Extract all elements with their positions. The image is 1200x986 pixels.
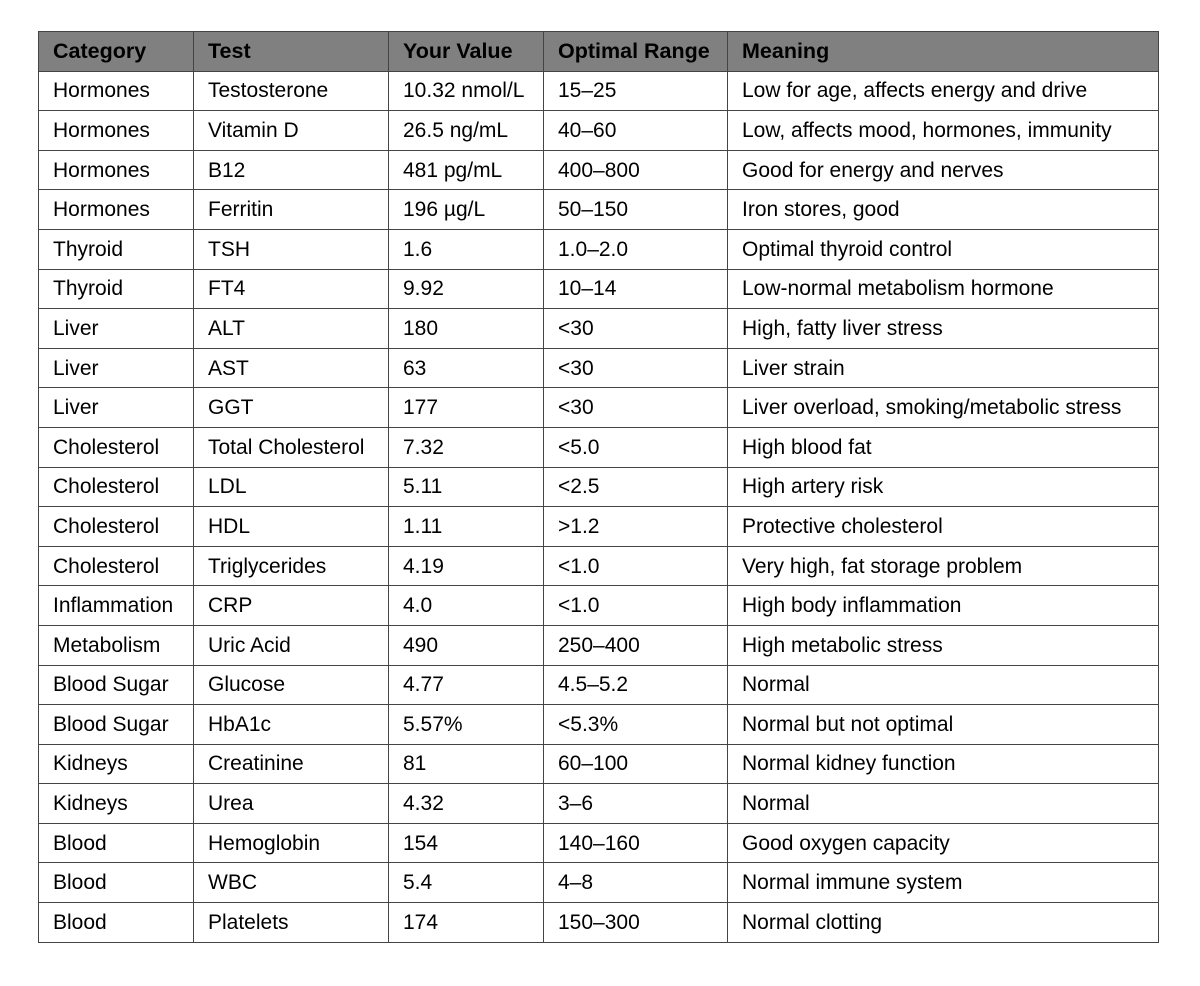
cell-meaning: Very high, fat storage problem [728, 546, 1159, 586]
cell-category: Metabolism [39, 625, 194, 665]
cell-your-value: 5.4 [389, 863, 544, 903]
cell-optimal-range: 60–100 [544, 744, 728, 784]
table-row [39, 744, 1159, 784]
cell-meaning: High metabolic stress [728, 625, 1159, 665]
table-row [39, 903, 1159, 943]
cell-category: Hormones [39, 71, 194, 111]
table-row [39, 467, 1159, 507]
cell-your-value: 26.5 ng/mL [389, 111, 544, 151]
header-optimal-range: Optimal Range [544, 32, 728, 72]
cell-your-value: 5.57% [389, 705, 544, 745]
table-row [39, 309, 1159, 349]
cell-test: FT4 [194, 269, 389, 309]
cell-category: Cholesterol [39, 546, 194, 586]
cell-category: Blood Sugar [39, 705, 194, 745]
cell-test: CRP [194, 586, 389, 626]
cell-your-value: 7.32 [389, 427, 544, 467]
cell-meaning: Optimal thyroid control [728, 229, 1159, 269]
table-row [39, 784, 1159, 824]
lab-results-table [38, 31, 1159, 943]
cell-your-value: 4.0 [389, 586, 544, 626]
header-test: Test [194, 32, 389, 72]
cell-meaning: Good oxygen capacity [728, 823, 1159, 863]
table-row [39, 507, 1159, 547]
cell-your-value: 481 pg/mL [389, 150, 544, 190]
cell-optimal-range: 10–14 [544, 269, 728, 309]
cell-category: Thyroid [39, 269, 194, 309]
cell-meaning: Low-normal metabolism hormone [728, 269, 1159, 309]
cell-your-value: 174 [389, 903, 544, 943]
cell-category: Hormones [39, 190, 194, 230]
cell-your-value: 1.11 [389, 507, 544, 547]
cell-optimal-range: <30 [544, 388, 728, 428]
cell-meaning: High body inflammation [728, 586, 1159, 626]
cell-test: Platelets [194, 903, 389, 943]
cell-test: LDL [194, 467, 389, 507]
cell-category: Kidneys [39, 744, 194, 784]
cell-meaning: Normal kidney function [728, 744, 1159, 784]
cell-optimal-range: 140–160 [544, 823, 728, 863]
cell-category: Blood Sugar [39, 665, 194, 705]
cell-your-value: 9.92 [389, 269, 544, 309]
cell-test: Vitamin D [194, 111, 389, 151]
cell-test: ALT [194, 309, 389, 349]
cell-meaning: Normal [728, 665, 1159, 705]
table-body [39, 71, 1159, 942]
cell-optimal-range: 400–800 [544, 150, 728, 190]
cell-test: TSH [194, 229, 389, 269]
table-row [39, 388, 1159, 428]
table-row [39, 348, 1159, 388]
cell-your-value: 5.11 [389, 467, 544, 507]
cell-category: Inflammation [39, 586, 194, 626]
cell-test: Urea [194, 784, 389, 824]
cell-your-value: 490 [389, 625, 544, 665]
cell-meaning: Low for age, affects energy and drive [728, 71, 1159, 111]
cell-test: AST [194, 348, 389, 388]
cell-meaning: Normal immune system [728, 863, 1159, 903]
cell-meaning: Liver strain [728, 348, 1159, 388]
cell-meaning: Low, affects mood, hormones, immunity [728, 111, 1159, 151]
cell-your-value: 81 [389, 744, 544, 784]
cell-optimal-range: 40–60 [544, 111, 728, 151]
cell-category: Cholesterol [39, 427, 194, 467]
cell-meaning: High artery risk [728, 467, 1159, 507]
cell-optimal-range: 1.0–2.0 [544, 229, 728, 269]
table-row [39, 150, 1159, 190]
cell-test: Total Cholesterol [194, 427, 389, 467]
cell-your-value: 63 [389, 348, 544, 388]
cell-your-value: 154 [389, 823, 544, 863]
cell-meaning: Normal clotting [728, 903, 1159, 943]
cell-optimal-range: <5.3% [544, 705, 728, 745]
cell-test: B12 [194, 150, 389, 190]
cell-category: Blood [39, 903, 194, 943]
table-row [39, 823, 1159, 863]
cell-your-value: 10.32 nmol/L [389, 71, 544, 111]
cell-test: Creatinine [194, 744, 389, 784]
cell-category: Blood [39, 863, 194, 903]
table-row [39, 665, 1159, 705]
cell-optimal-range: 3–6 [544, 784, 728, 824]
table-row [39, 705, 1159, 745]
cell-test: GGT [194, 388, 389, 428]
header-meaning: Meaning [728, 32, 1159, 72]
cell-optimal-range: 50–150 [544, 190, 728, 230]
table-header [39, 32, 1159, 72]
cell-optimal-range: <1.0 [544, 546, 728, 586]
cell-test: Ferritin [194, 190, 389, 230]
cell-test: WBC [194, 863, 389, 903]
cell-test: Hemoglobin [194, 823, 389, 863]
header-your-value: Your Value [389, 32, 544, 72]
cell-optimal-range: <2.5 [544, 467, 728, 507]
cell-test: HDL [194, 507, 389, 547]
cell-meaning: Normal [728, 784, 1159, 824]
cell-your-value: 177 [389, 388, 544, 428]
cell-optimal-range: 4–8 [544, 863, 728, 903]
cell-category: Cholesterol [39, 507, 194, 547]
cell-meaning: Iron stores, good [728, 190, 1159, 230]
table-row [39, 269, 1159, 309]
cell-optimal-range: 15–25 [544, 71, 728, 111]
cell-category: Cholesterol [39, 467, 194, 507]
cell-your-value: 4.32 [389, 784, 544, 824]
cell-optimal-range: <1.0 [544, 586, 728, 626]
cell-optimal-range: 250–400 [544, 625, 728, 665]
table-row [39, 586, 1159, 626]
cell-meaning: High, fatty liver stress [728, 309, 1159, 349]
cell-category: Hormones [39, 111, 194, 151]
header-category: Category [39, 32, 194, 72]
cell-meaning: Normal but not optimal [728, 705, 1159, 745]
cell-meaning: Good for energy and nerves [728, 150, 1159, 190]
table-row [39, 863, 1159, 903]
cell-optimal-range: 4.5–5.2 [544, 665, 728, 705]
cell-test: Glucose [194, 665, 389, 705]
cell-test: Triglycerides [194, 546, 389, 586]
table-row [39, 625, 1159, 665]
header-row [39, 32, 1159, 72]
cell-category: Kidneys [39, 784, 194, 824]
cell-test: Testosterone [194, 71, 389, 111]
table-row [39, 111, 1159, 151]
cell-test: Uric Acid [194, 625, 389, 665]
cell-category: Liver [39, 348, 194, 388]
cell-your-value: 4.19 [389, 546, 544, 586]
cell-your-value: 1.6 [389, 229, 544, 269]
cell-category: Liver [39, 309, 194, 349]
cell-your-value: 196 µg/L [389, 190, 544, 230]
cell-optimal-range: 150–300 [544, 903, 728, 943]
table-row [39, 546, 1159, 586]
table-row [39, 71, 1159, 111]
cell-meaning: High blood fat [728, 427, 1159, 467]
cell-category: Liver [39, 388, 194, 428]
table-row [39, 190, 1159, 230]
cell-your-value: 180 [389, 309, 544, 349]
cell-category: Thyroid [39, 229, 194, 269]
cell-category: Hormones [39, 150, 194, 190]
cell-test: HbA1c [194, 705, 389, 745]
cell-optimal-range: <30 [544, 309, 728, 349]
cell-category: Blood [39, 823, 194, 863]
cell-optimal-range: >1.2 [544, 507, 728, 547]
cell-your-value: 4.77 [389, 665, 544, 705]
cell-optimal-range: <5.0 [544, 427, 728, 467]
cell-optimal-range: <30 [544, 348, 728, 388]
cell-meaning: Liver overload, smoking/metabolic stress [728, 388, 1159, 428]
table-row [39, 229, 1159, 269]
table-row [39, 427, 1159, 467]
cell-meaning: Protective cholesterol [728, 507, 1159, 547]
